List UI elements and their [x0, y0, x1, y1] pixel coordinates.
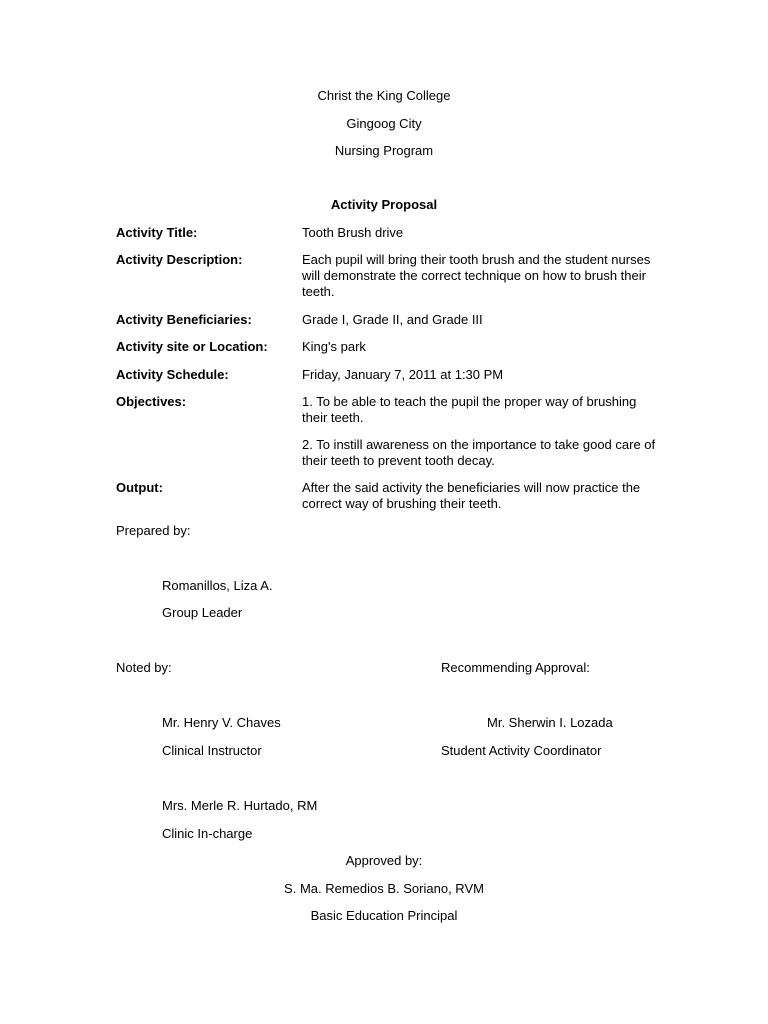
document-title: Activity Proposal — [330, 197, 438, 212]
recommending-approval-label: Recommending Approval: — [441, 660, 590, 675]
approver-name: S. Ma. Remedios B. Soriano, RVM — [284, 881, 484, 896]
noter2-name: Mrs. Merle R. Hurtado, RM — [162, 798, 318, 813]
activity-description-value: Each pupil will bring their tooth brush and the student nurses will demonstrate the correct technique on how to brush their teeth. — [302, 252, 651, 299]
preparer-role: Group Leader — [162, 605, 243, 620]
noter2-role: Clinic In-charge — [162, 826, 253, 841]
city-name: Gingoog City — [346, 116, 422, 131]
objective-1: 1. To be able to teach the pupil the proper way of brushing their teeth. — [302, 394, 637, 425]
college-name: Christ the King College — [317, 88, 451, 103]
program-name: Nursing Program — [334, 143, 434, 158]
activity-site-label: Activity site or Location: — [116, 339, 268, 354]
prepared-by-label: Prepared by: — [116, 523, 191, 538]
activity-beneficiaries-label: Activity Beneficiaries: — [116, 312, 252, 327]
objective-2: 2. To instill awareness on the importance to take good care of their teeth to prevent tooth decay. — [302, 437, 656, 468]
activity-description-label: Activity Description: — [116, 252, 243, 267]
activity-schedule-value: Friday, January 7, 2011 at 1:30 PM — [302, 367, 504, 382]
objectives-label: Objectives: — [116, 394, 187, 409]
activity-site-value: King's park — [302, 339, 366, 354]
recommender-name: Mr. Sherwin I. Lozada — [487, 715, 613, 730]
output-value: After the said activity the beneficiaries will now practice the correct way of brushing their teeth. — [302, 480, 641, 511]
activity-schedule-label: Activity Schedule: — [116, 367, 229, 382]
output-label: Output: — [116, 480, 163, 495]
activity-title-label: Activity Title: — [116, 225, 198, 240]
preparer-name: Romanillos, Liza A. — [162, 578, 273, 593]
approved-by-label: Approved by: — [345, 853, 423, 868]
recommender-role: Student Activity Coordinator — [441, 743, 602, 758]
activity-beneficiaries-value: Grade I, Grade II, and Grade III — [302, 312, 483, 327]
noter1-name: Mr. Henry V. Chaves — [162, 715, 281, 730]
approver-role: Basic Education Principal — [310, 908, 458, 923]
noted-by-label: Noted by: — [116, 660, 172, 675]
activity-title-value: Tooth Brush drive — [302, 225, 404, 240]
noter1-role: Clinical Instructor — [162, 743, 262, 758]
